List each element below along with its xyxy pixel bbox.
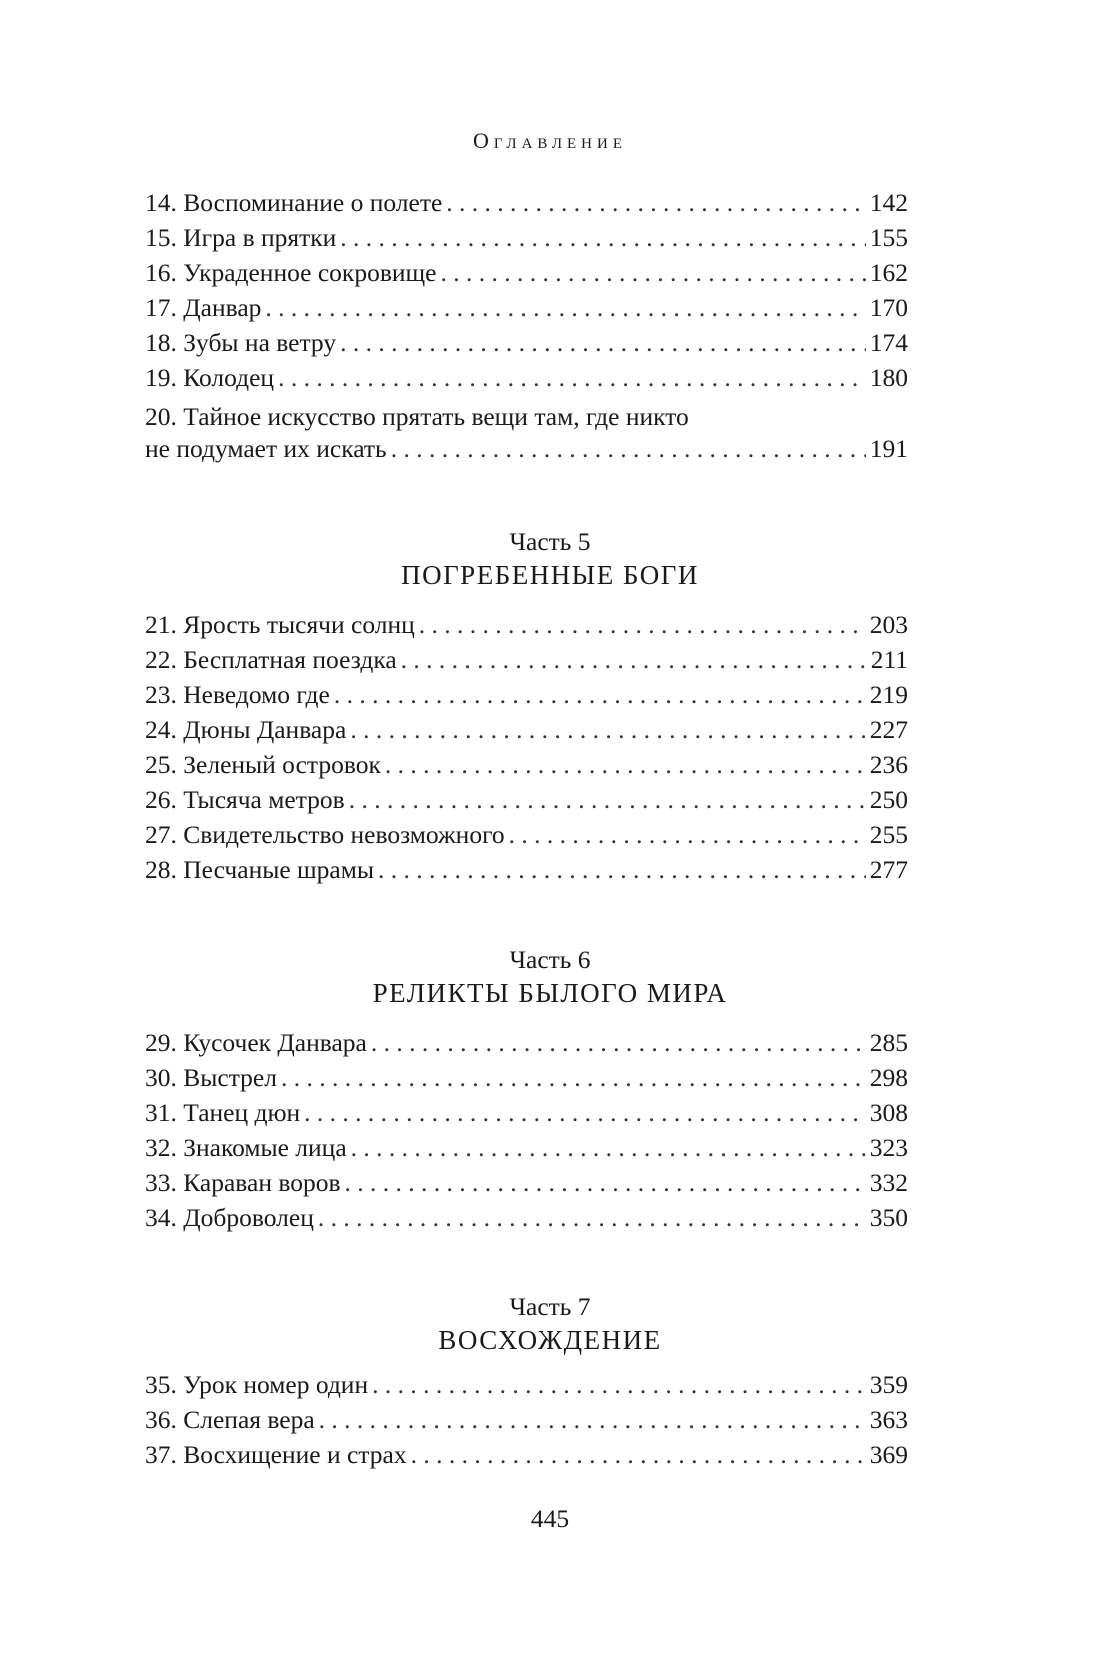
toc-entry-page: 285 bbox=[869, 1028, 908, 1057]
dot-leader bbox=[440, 256, 865, 290]
toc-entry bbox=[145, 291, 908, 325]
toc-entry-title: 16. Украденное сокровище bbox=[145, 258, 437, 287]
toc-entry bbox=[145, 713, 908, 747]
toc-entry-page: 255 bbox=[869, 820, 908, 849]
toc-entry bbox=[145, 186, 908, 220]
toc-entry-title: 30. Выстрел bbox=[145, 1063, 277, 1092]
toc-entry-title: 32. Знакомые лица bbox=[145, 1133, 347, 1162]
toc-entry-page: 211 bbox=[870, 645, 908, 674]
dot-leader bbox=[340, 221, 865, 255]
dot-leader bbox=[372, 1368, 866, 1402]
dot-leader bbox=[411, 1438, 866, 1472]
toc-entry-page: 323 bbox=[869, 1133, 908, 1162]
dot-leader bbox=[419, 608, 866, 642]
part-title: ВОСХОЖДЕНИЕ bbox=[438, 1325, 662, 1355]
dot-leader bbox=[350, 713, 865, 747]
toc-entry-title: 33. Караван воров bbox=[145, 1168, 341, 1197]
page-number: 445 bbox=[530, 1504, 570, 1533]
dot-leader bbox=[401, 643, 867, 677]
toc-entry-title: 31. Танец дюн bbox=[145, 1098, 301, 1127]
toc-entry-page: 170 bbox=[869, 293, 908, 322]
toc-entry-title: 15. Игра в прятки bbox=[145, 223, 337, 252]
toc-entry-title: 14. Воспоминание о полете bbox=[145, 188, 443, 217]
toc-entry-title: 26. Тысяча метров bbox=[145, 785, 345, 814]
toc-entry bbox=[145, 678, 908, 712]
toc-entry-page: 191 bbox=[869, 434, 908, 463]
dot-leader bbox=[281, 1061, 866, 1095]
toc-entry bbox=[145, 432, 908, 466]
toc-entry-page: 203 bbox=[869, 610, 908, 639]
toc-entry bbox=[145, 1026, 908, 1060]
toc-entry-title: 17. Данвар bbox=[145, 293, 262, 322]
dot-leader bbox=[351, 1131, 866, 1165]
toc-entry bbox=[145, 326, 908, 360]
toc-entry bbox=[145, 818, 908, 852]
toc-entry-title-line2: не подумает их искать bbox=[145, 434, 387, 463]
toc-entry bbox=[145, 361, 908, 395]
dot-leader bbox=[334, 678, 866, 712]
dot-leader bbox=[304, 1096, 866, 1130]
toc-entry bbox=[145, 256, 908, 290]
dot-leader bbox=[278, 361, 866, 395]
dot-leader bbox=[371, 1026, 866, 1060]
toc-entry-title: 36. Слепая вера bbox=[145, 1405, 315, 1434]
toc-entry bbox=[145, 783, 908, 817]
toc-entry bbox=[145, 643, 908, 677]
part-label: Часть 6 bbox=[509, 945, 591, 974]
toc-entry-title: 18. Зубы на ветру bbox=[145, 328, 337, 357]
toc-entry-page: 180 bbox=[869, 363, 908, 392]
part-label: Часть 7 bbox=[509, 1292, 591, 1321]
running-head: Оглавление bbox=[472, 128, 628, 153]
toc-entry-page: 219 bbox=[869, 680, 908, 709]
part-title: ПОГРЕБЕННЫЕ БОГИ bbox=[401, 560, 699, 590]
toc-entry bbox=[145, 1368, 908, 1402]
toc-entry-title: 25. Зеленый островок bbox=[145, 750, 381, 779]
toc-entry-page: 308 bbox=[869, 1098, 908, 1127]
toc-entry-page: 350 bbox=[869, 1203, 908, 1232]
toc-entry-page: 227 bbox=[869, 715, 908, 744]
dot-leader bbox=[509, 818, 866, 852]
toc-entry-page: 363 bbox=[869, 1405, 908, 1434]
toc-entry-title-line1: 20. Тайное искусство прятать вещи там, где никто bbox=[145, 402, 689, 431]
toc-entry-page: 174 bbox=[869, 328, 908, 357]
toc-entry bbox=[145, 1403, 908, 1437]
toc-entry-title: 24. Дюны Данвара bbox=[145, 715, 347, 744]
toc-entry-title: 21. Ярость тысячи солнц bbox=[145, 610, 415, 639]
dot-leader bbox=[265, 291, 865, 325]
toc-entry bbox=[145, 1438, 908, 1472]
toc-entry-title: 34. Доброволец bbox=[145, 1203, 314, 1232]
toc-entry-page: 359 bbox=[869, 1370, 908, 1399]
toc-entry bbox=[145, 1201, 908, 1235]
toc-entry-page: 369 bbox=[869, 1440, 908, 1469]
dot-leader bbox=[318, 1201, 866, 1235]
dot-leader bbox=[345, 1166, 866, 1200]
toc-entry-page: 236 bbox=[869, 750, 908, 779]
toc-entry bbox=[145, 853, 908, 887]
toc-entry-title: 35. Урок номер один bbox=[145, 1370, 369, 1399]
toc-entry-page: 162 bbox=[869, 258, 908, 287]
toc-entry-title: 28. Песчаные шрамы bbox=[145, 855, 375, 884]
toc-entry bbox=[145, 608, 908, 642]
dot-leader bbox=[319, 1403, 866, 1437]
dot-leader bbox=[349, 783, 866, 817]
toc-entry bbox=[145, 1061, 908, 1095]
toc-entry-page: 277 bbox=[869, 855, 908, 884]
toc-entry-page: 155 bbox=[869, 223, 908, 252]
toc-entry-title: 23. Неведомо где bbox=[145, 680, 330, 709]
toc-entry-title: 22. Бесплатная поездка bbox=[145, 645, 397, 674]
part-title: РЕЛИКТЫ БЫЛОГО МИРА bbox=[372, 978, 728, 1008]
dot-leader bbox=[378, 853, 866, 887]
toc-entry bbox=[145, 1131, 908, 1165]
toc-entry bbox=[145, 221, 908, 255]
dot-leader bbox=[391, 432, 866, 466]
dot-leader bbox=[385, 748, 866, 782]
toc-entry bbox=[145, 1166, 908, 1200]
toc-entry-title: 37. Восхищение и страх bbox=[145, 1440, 407, 1469]
toc-entry-page: 298 bbox=[869, 1063, 908, 1092]
toc-entry-page: 332 bbox=[869, 1168, 908, 1197]
toc-entry-title: 29. Кусочек Данвара bbox=[145, 1028, 367, 1057]
toc-entry-page: 250 bbox=[869, 785, 908, 814]
toc-entry-title: 27. Свидетельство невозможного bbox=[145, 820, 505, 849]
dot-leader bbox=[340, 326, 866, 360]
toc-entry bbox=[145, 1096, 908, 1130]
dot-leader bbox=[446, 186, 865, 220]
part-label: Часть 5 bbox=[509, 527, 591, 556]
toc-entry-title: 19. Колодец bbox=[145, 363, 275, 392]
toc-entry-page: 142 bbox=[869, 188, 908, 217]
toc-entry bbox=[145, 748, 908, 782]
